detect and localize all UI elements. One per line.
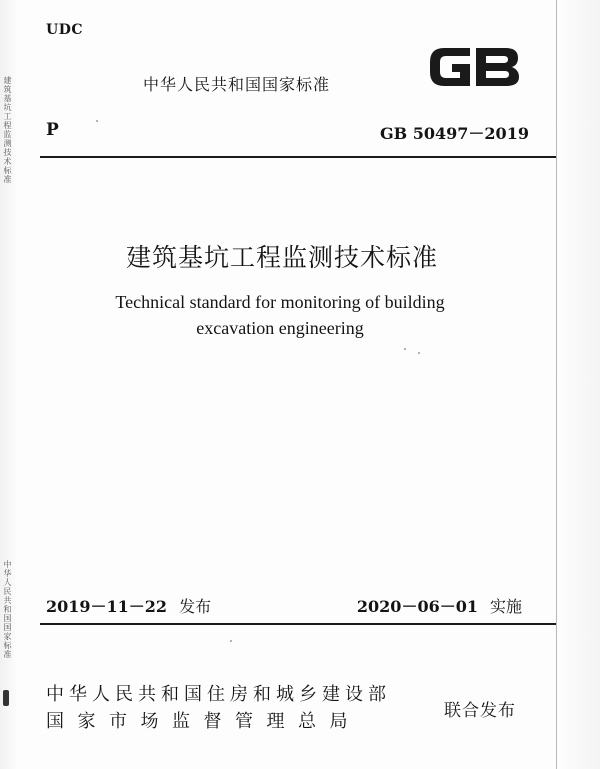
binding-spine xyxy=(0,0,16,769)
page-edge-shadow xyxy=(558,0,600,769)
header-divider xyxy=(40,156,556,158)
chinese-title: 建筑基坑工程监测技术标准 xyxy=(125,243,438,272)
issue-date: 2019－11－22 xyxy=(46,597,168,616)
implementation-label: 实施 xyxy=(489,597,522,616)
english-title-line: Technical standard for monitoring of building xyxy=(115,292,445,312)
spine-subtitle-text: 中华人民共和国国家标准 xyxy=(3,560,12,659)
standard-category: P xyxy=(46,120,59,140)
gb-logo xyxy=(426,42,522,92)
spine-mark xyxy=(3,690,9,706)
implementation-date: 2020－06－01 xyxy=(356,597,478,616)
issue-label: 发布 xyxy=(179,597,212,616)
joint-issue-label: 联合发布 xyxy=(444,701,516,721)
spine-title-text: 建筑基坑工程监测技术标准 xyxy=(3,76,12,184)
issue-date-block xyxy=(46,594,211,617)
national-standard-heading: 中华人民共和国国家标准 xyxy=(143,75,331,94)
scan-speck xyxy=(404,348,406,350)
english-title xyxy=(60,289,500,341)
english-title-line: excavation engineering xyxy=(196,318,364,338)
udc-label: UDC xyxy=(46,22,83,38)
scan-speck xyxy=(96,120,98,122)
issuer-line: 中华人民共和国住房和城乡建设部 xyxy=(46,684,391,705)
scan-speck xyxy=(418,352,420,354)
implementation-date-block xyxy=(340,594,522,617)
scan-speck xyxy=(230,640,232,642)
issuing-authorities xyxy=(46,681,391,735)
page-edge-line xyxy=(556,0,557,769)
footer-divider xyxy=(40,623,556,625)
issuer-line: 国家市场监督管理总局 xyxy=(46,711,361,732)
standard-number: GB 50497－2019 xyxy=(380,124,529,143)
